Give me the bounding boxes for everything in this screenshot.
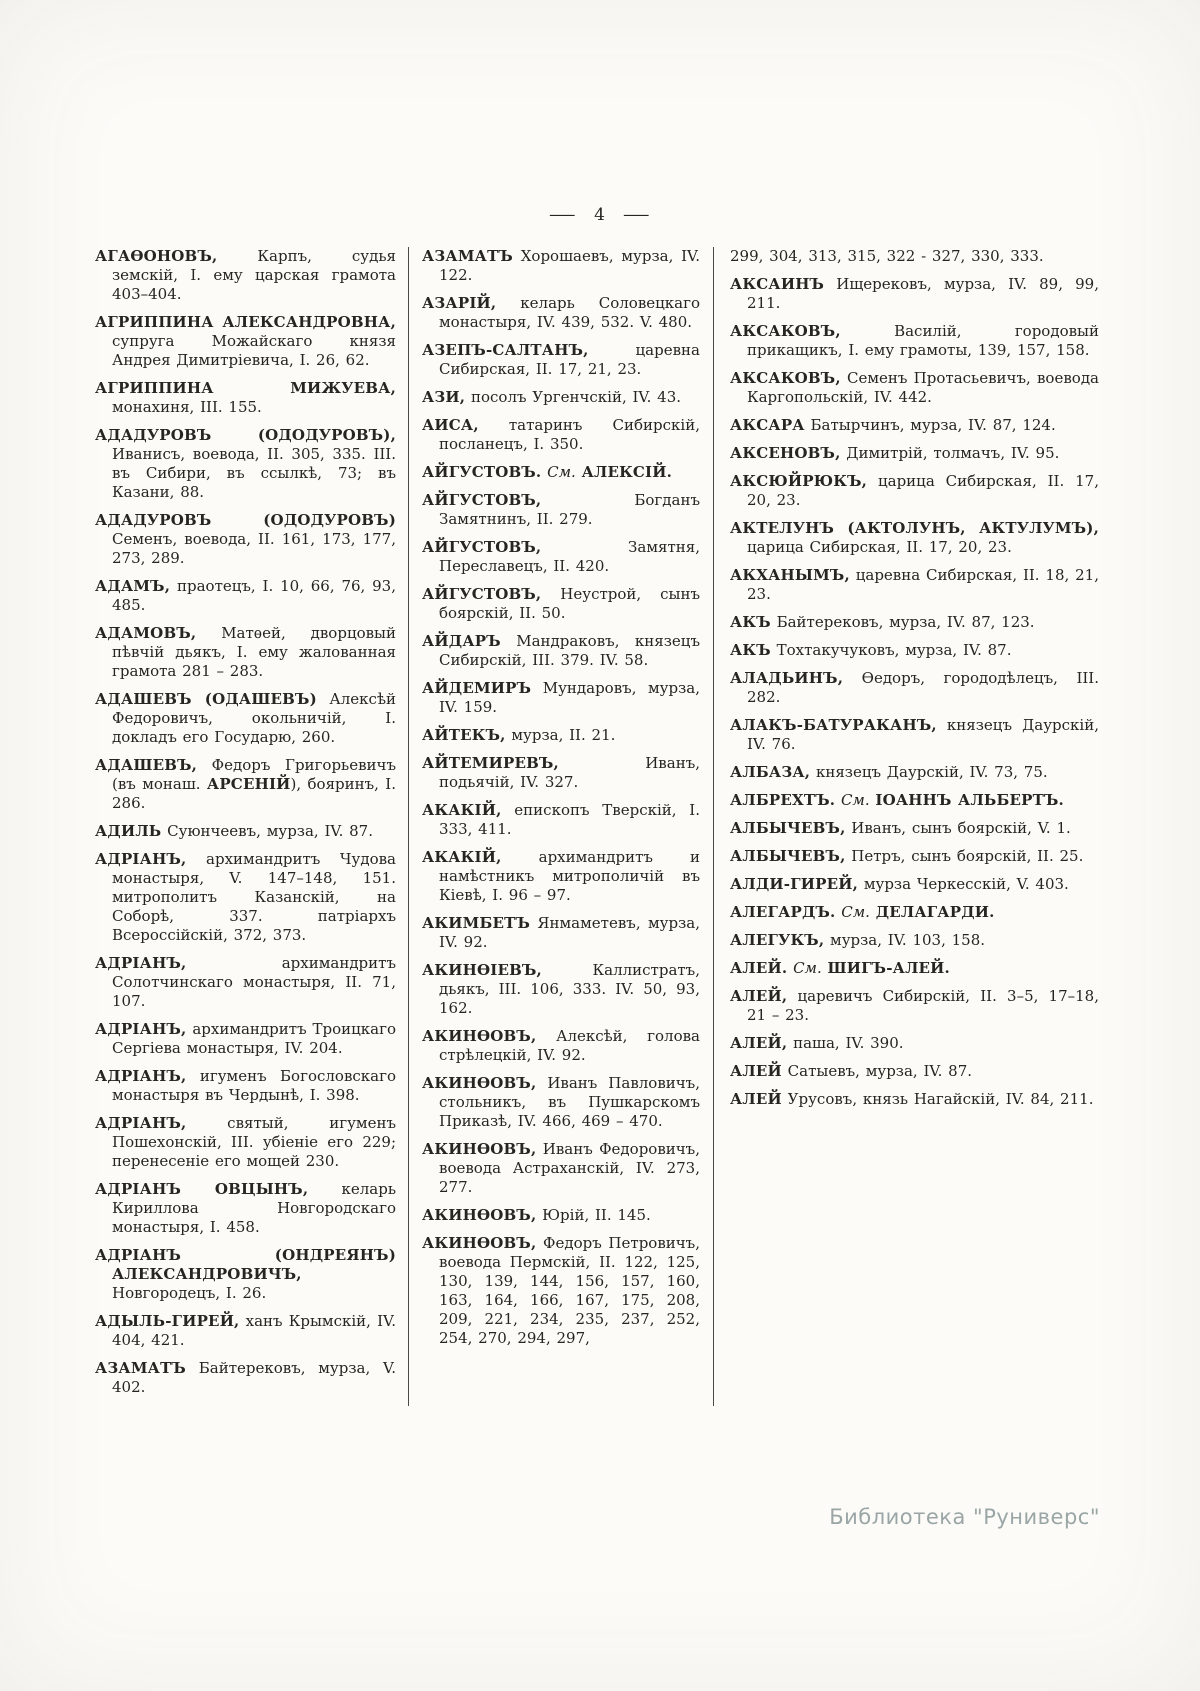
entry-text: Матѳей, дворцовый пѣвчій дьякъ, I. ему жалованная грамота 281 – 283. — [112, 624, 396, 680]
entry-headword: АЙДЕМИРЪ — [422, 679, 532, 697]
entry-headword: АДРІАНЪ, — [95, 1020, 187, 1038]
index-column-2 — [408, 247, 714, 1406]
index-entry — [95, 1180, 396, 1237]
index-entry — [422, 294, 700, 332]
index-column-1 — [95, 247, 408, 1406]
entry-headword: АЛАДЬИНЪ, — [730, 669, 844, 687]
entry-text: игуменъ Богословскаго монастыря въ Чердынѣ, I. 398. — [112, 1067, 396, 1104]
entry-text: Федоръ Петровичъ, воевода Пермскій, II. 122, 125, 130, 139, 144, 156, 157, 160, 163, 164, 166, 167, 175, 208, 209, 221, 234, 235, 237, 252, 254, 270, 294, 297, — [439, 1234, 700, 1347]
entry-text: царевна Сибирская, II. 18, 21, 23. — [747, 566, 1099, 603]
entry-headword: АДАДУРОВЪ (ОДОДУРОВЪ) — [95, 511, 396, 529]
entry-text: царевичъ Сибирскій, II. 3–5, 17–18, 21 – 23. — [747, 987, 1099, 1024]
entry-text: Алексѣй Федоровичъ, окольничій, I. докладъ его Государю, 260. — [112, 690, 396, 746]
entry-text: Суюнчеевъ, мурза, IV. 87. — [161, 822, 373, 840]
entry-headword: АКИНѲОВЪ, — [422, 1074, 537, 1092]
entry-headword: АРСЕНІЙ — [206, 775, 291, 793]
entry-headword: АКИНѲОВЪ, — [422, 1027, 537, 1045]
entry-text: архимандритъ Чудова монастыря, V. 147–148, 151. митрополитъ Казанскій, на Соборѣ, 337. патріархъ Всероссійскій, 372, 373. — [112, 850, 396, 944]
index-entry — [422, 247, 700, 285]
entry-headword: АКЪ — [730, 641, 771, 659]
index-entry — [95, 954, 396, 1011]
entry-headword: АЗЕПЪ-САЛТАНЪ, — [422, 341, 589, 359]
index-entry — [95, 1067, 396, 1105]
entry-headword: АДРІАНЪ, — [95, 1114, 187, 1132]
entry-headword: АКХАНЫМЪ, — [730, 566, 850, 584]
entry-text: Ѳедоръ, горододѣлецъ, III. 282. — [747, 669, 1099, 706]
entry-text: Сатыевъ, мурза, IV. 87. — [781, 1062, 972, 1080]
entry-headword: АКИНѲОВЪ, — [422, 1206, 537, 1224]
entry-headword: АЙТЕКЪ, — [422, 726, 506, 744]
index-entry — [422, 848, 700, 905]
entry-headword: АДРІАНЪ ОВЦЫНЪ, — [95, 1180, 309, 1198]
entry-text: монахиня, III. 155. — [112, 398, 262, 416]
index-entry — [730, 247, 1099, 266]
index-entry — [730, 444, 1099, 463]
entry-headword: АКСЮЙРЮКЪ, — [730, 472, 868, 490]
entry-headword: АГРИППИНА МИЖУЕВА, — [95, 379, 396, 397]
index-entry — [422, 726, 700, 745]
entry-headword: АЛБАЗА, — [730, 763, 811, 781]
entry-text: Мундаровъ, мурза, IV. 159. — [439, 679, 700, 716]
entry-headword: АКСАИНЪ — [730, 275, 825, 293]
entry-text: Карпъ, судья земскій, I. ему царская грамота 403–404. — [112, 247, 396, 303]
entry-text: Хорошаевъ, мурза, IV. 122. — [439, 247, 700, 284]
entry-text: Иванъ, подьячій, IV. 327. — [439, 754, 700, 791]
index-entry — [422, 388, 700, 407]
entry-text: паша, IV. 390. — [787, 1034, 904, 1052]
index-entry — [730, 1090, 1099, 1109]
index-entry — [422, 1234, 700, 1348]
entry-text: супруга Можайскаго князя Андрея Димитріевича, I. 26, 62. — [112, 332, 396, 369]
entry-headword: АЛЕЙ — [730, 1090, 782, 1108]
index-entry — [422, 1140, 700, 1197]
entry-headword: ДЕЛАГАРДИ. — [875, 903, 995, 921]
entry-text: Янмаметевъ, мурза, IV. 92. — [439, 914, 700, 951]
entry-headword: АЙГУСТОВЪ, — [422, 538, 542, 556]
entry-headword: АЛДИ-ГИРЕЙ, — [730, 875, 859, 893]
entry-text: ханъ Крымскій, IV. 404, 421. — [112, 1312, 396, 1349]
entry-headword: АЛЕКСІЙ. — [581, 463, 673, 481]
entry-headword: АКИНѲОВЪ, — [422, 1140, 537, 1158]
entry-headword: АКАКІЙ, — [422, 801, 502, 819]
entry-text: См. — [835, 791, 876, 809]
index-entry — [730, 987, 1099, 1025]
entry-text: Василій, городовый прикащикъ, I. ему грамоты, 139, 157, 158. — [747, 322, 1099, 359]
entry-text: Иванъ Павловичъ, стольникъ, въ Пушкарскомъ Приказѣ, IV. 466, 469 – 470. — [439, 1074, 700, 1130]
entry-headword: АЛБЫЧЕВЪ, — [730, 819, 846, 837]
entry-text: Димитрій, толмачъ, IV. 95. — [840, 444, 1060, 462]
entry-text: царица Сибирская, II. 17, 20, 23. — [747, 538, 1012, 556]
entry-text: См. — [541, 463, 582, 481]
index-entry — [730, 472, 1099, 510]
entry-headword: АДРІАНЪ, — [95, 850, 187, 868]
entry-headword: АДРІАНЪ, — [95, 1067, 187, 1085]
entry-text: Неустрой, сынъ боярскій, II. 50. — [439, 585, 700, 622]
entry-headword: АЗАМАТЪ — [95, 1359, 186, 1377]
index-entry — [95, 511, 396, 568]
entry-text: Батырчинъ, мурза, IV. 87, 124. — [804, 416, 1056, 434]
index-entry — [95, 1020, 396, 1058]
index-entry — [95, 624, 396, 681]
entry-text: Ищерековъ, мурза, IV. 89, 99, 211. — [747, 275, 1099, 312]
index-entry — [730, 716, 1099, 754]
entry-text: Федоръ Григорьевичъ (въ монаш. — [112, 756, 396, 793]
entry-headword: АЛЕЙ, — [730, 987, 788, 1005]
index-column-3 — [714, 247, 1117, 1406]
index-entry — [730, 959, 1099, 978]
entry-text: Алексѣй, голова стрѣлецкій, IV. 92. — [439, 1027, 700, 1064]
index-entry — [95, 822, 396, 841]
entry-text: См. — [835, 903, 876, 921]
index-entry — [730, 641, 1099, 660]
entry-headword: АИСА, — [422, 416, 479, 434]
entry-headword: АЙГУСТОВЪ, — [422, 491, 542, 509]
index-entry — [730, 613, 1099, 632]
entry-headword: АЙГУСТОВЪ, — [422, 585, 542, 603]
entry-text: Иванъ Федоровичъ, воевода Астраханскій, IV. 273, 277. — [439, 1140, 700, 1196]
entry-headword: АЛЕГУКЪ, — [730, 931, 825, 949]
index-entry — [95, 577, 396, 615]
entry-headword: АКСАКОВЪ, — [730, 369, 841, 387]
index-entry — [730, 791, 1099, 810]
index-entry — [95, 1114, 396, 1171]
header-dash-left: — — [548, 205, 578, 225]
entry-text: Тохтакучуковъ, мурза, IV. 87. — [770, 641, 1012, 659]
index-entry — [95, 247, 396, 304]
index-entry — [730, 669, 1099, 707]
index-entry — [422, 632, 700, 670]
index-entry — [95, 313, 396, 370]
entry-headword: АДАМЪ, — [95, 577, 171, 595]
entry-headword: АЛЕГАРДЪ. — [730, 903, 836, 921]
entry-text: келарь Соловецкаго монастыря, IV. 439, 532. V. 480. — [439, 294, 700, 331]
entry-text: мурза Черкесскій, V. 403. — [858, 875, 1069, 893]
entry-text: епископъ Тверскій, I. 333, 411. — [439, 801, 700, 838]
entry-headword: ШИГЪ-АЛЕЙ. — [827, 959, 950, 977]
index-entry — [422, 416, 700, 454]
entry-text: Урусовъ, князь Нагайскій, IV. 84, 211. — [781, 1090, 1094, 1108]
index-entry — [422, 754, 700, 792]
entry-text: Байтерековъ, мурза, IV. 87, 123. — [770, 613, 1035, 631]
index-entry — [422, 1206, 700, 1225]
index-entry — [422, 961, 700, 1018]
entry-text: См. — [787, 959, 828, 977]
entry-text: татаринъ Сибирскій, посланецъ, I. 350. — [439, 416, 700, 453]
index-entry — [422, 1027, 700, 1065]
entry-headword: АДАШЕВЪ (ОДАШЕВЪ) — [95, 690, 317, 708]
entry-text: святый, игуменъ Пошехонскій, III. убіеніе его 229; перенесеніе его мощей 230. — [112, 1114, 396, 1170]
entry-headword: АКСАРА — [730, 416, 805, 434]
entry-headword: АГАѲОНОВЪ, — [95, 247, 218, 265]
entry-text: архимандритъ Солотчинскаго монастыря, II. 71, 107. — [112, 954, 396, 1010]
entry-headword: АЛЕЙ — [730, 1062, 782, 1080]
index-entry — [422, 585, 700, 623]
entry-headword: АКТЕЛУНЪ (АКТОЛУНЪ, АКТУЛУМЪ), — [730, 519, 1099, 537]
entry-text: Замятня, Переславецъ, II. 420. — [439, 538, 700, 575]
entry-text: Мандраковъ, князецъ Сибирскій, III. 379. IV. 58. — [439, 632, 700, 669]
index-entry — [422, 679, 700, 717]
index-entry — [730, 1034, 1099, 1053]
entry-text: мурза, IV. 103, 158. — [824, 931, 986, 949]
entry-headword: АЗИ, — [422, 388, 466, 406]
entry-headword: АДАДУРОВЪ (ОДОДУРОВЪ), — [95, 426, 396, 444]
entry-text: Богданъ Замятнинъ, II. 279. — [439, 491, 700, 528]
index-entry — [422, 914, 700, 952]
index-entry — [730, 931, 1099, 950]
index-entry — [95, 756, 396, 813]
index-entry — [422, 463, 700, 482]
index-entry — [730, 875, 1099, 894]
entry-headword: АЗАРІЙ, — [422, 294, 497, 312]
entry-text: царица Сибирская, II. 17, 20, 23. — [747, 472, 1099, 509]
entry-text: Петръ, сынъ боярскій, II. 25. — [845, 847, 1084, 865]
index-entry — [95, 1312, 396, 1350]
index-entry — [730, 903, 1099, 922]
index-entry — [730, 1062, 1099, 1081]
entry-text: Иванисъ, воевода, II. 305, 335. III. въ Сибири, въ ссылкѣ, 73; въ Казани, 88. — [112, 445, 396, 501]
entry-headword: АЛБРЕХТЪ. — [730, 791, 836, 809]
index-entry — [730, 763, 1099, 782]
entry-headword: АДРІАНЪ, — [95, 954, 187, 972]
page-header — [0, 205, 1200, 225]
index-entry — [730, 847, 1099, 866]
entry-headword: АКСЕНОВЪ, — [730, 444, 841, 462]
index-entry — [730, 275, 1099, 313]
library-watermark: Библиотека "Руниверс" — [829, 1505, 1100, 1529]
entry-text: Юрій, II. 145. — [536, 1206, 651, 1224]
header-dash-right: — — [622, 205, 652, 225]
entry-text: Каллистратъ, дьякъ, III. 106, 333. IV. 50, 93, 162. — [439, 961, 700, 1017]
index-entry — [95, 1246, 396, 1303]
index-entry — [422, 341, 700, 379]
entry-text: архимандритъ и намѣстникъ митрополичій въ Кіевѣ, I. 96 – 97. — [439, 848, 700, 904]
entry-headword: АЛБЫЧЕВЪ, — [730, 847, 846, 865]
index-entry — [422, 1074, 700, 1131]
entry-text: 299, 304, 313, 315, 322 - 327, 330, 333. — [730, 247, 1044, 265]
page-number: 4 — [594, 205, 606, 225]
index-entry — [95, 1359, 396, 1397]
entry-text: архимандритъ Троицкаго Сергіева монастыря, IV. 204. — [112, 1020, 396, 1057]
entry-headword: АКИНѲІЕВЪ, — [422, 961, 542, 979]
entry-text: Новгородецъ, I. 26. — [112, 1284, 267, 1302]
entry-headword: АЛЕЙ. — [730, 959, 788, 977]
entry-text: Байтерековъ, мурза, V. 402. — [112, 1359, 396, 1396]
entry-headword: АЙТЕМИРЕВЪ, — [422, 754, 559, 772]
entry-headword: АКЪ — [730, 613, 771, 631]
entry-text: царевна Сибирская, II. 17, 21, 23. — [439, 341, 700, 378]
entry-text: Семенъ, воевода, II. 161, 173, 177, 273, 289. — [112, 530, 396, 567]
index-entry — [95, 690, 396, 747]
index-entry — [730, 322, 1099, 360]
entry-headword: АКАКІЙ, — [422, 848, 502, 866]
entry-text: Семенъ Протасьевичъ, воевода Каргопольскій, IV. 442. — [747, 369, 1099, 406]
entry-headword: АКСАКОВЪ, — [730, 322, 841, 340]
index-entry — [730, 369, 1099, 407]
index-entry — [422, 801, 700, 839]
entry-text: князецъ Даурскій, IV. 76. — [747, 716, 1099, 753]
index-entry — [730, 819, 1099, 838]
index-columns — [95, 247, 1117, 1406]
index-entry — [730, 519, 1099, 557]
index-entry — [95, 850, 396, 945]
entry-text: Иванъ, сынъ боярскій, V. 1. — [845, 819, 1071, 837]
index-entry — [95, 426, 396, 502]
entry-headword: ІОАННЪ АЛЬБЕРТЪ. — [875, 791, 1064, 809]
entry-text: праотецъ, I. 10, 66, 76, 93, 485. — [112, 577, 396, 614]
entry-text: посолъ Ургенчскій, IV. 43. — [465, 388, 682, 406]
entry-text: мурза, II. 21. — [505, 726, 616, 744]
entry-text: князецъ Даурскій, IV. 73, 75. — [810, 763, 1048, 781]
entry-headword: АЗАМАТЪ — [422, 247, 513, 265]
entry-headword: АЛАКЪ-БАТУРАКАНЪ, — [730, 716, 937, 734]
entry-headword: АЛЕЙ, — [730, 1034, 788, 1052]
index-entry — [95, 379, 396, 417]
entry-headword: АДЫЛЬ-ГИРЕЙ, — [95, 1312, 240, 1330]
entry-headword: АЙДАРЪ — [422, 632, 501, 650]
entry-headword: АДАШЕВЪ, — [95, 756, 198, 774]
entry-headword: АКИМБЕТЪ — [422, 914, 530, 932]
index-entry — [730, 416, 1099, 435]
entry-text: ), бояринъ, I. 286. — [112, 775, 396, 812]
entry-headword: АГРИППИНА АЛЕКСАНДРОВНА, — [95, 313, 396, 331]
index-entry — [730, 566, 1099, 604]
entry-headword: АДАМОВЪ, — [95, 624, 197, 642]
entry-headword: АДРІАНЪ (ОНДРЕЯНЪ) АЛЕКСАНДРОВИЧЪ, — [95, 1246, 396, 1283]
index-entry — [422, 538, 700, 576]
index-entry — [422, 491, 700, 529]
entry-text: келарь Кириллова Новгородскаго монастыря, I. 458. — [112, 1180, 396, 1236]
entry-headword: АКИНѲОВЪ, — [422, 1234, 537, 1252]
entry-headword: АЙГУСТОВЪ. — [422, 463, 542, 481]
entry-headword: АДИЛЬ — [95, 822, 162, 840]
